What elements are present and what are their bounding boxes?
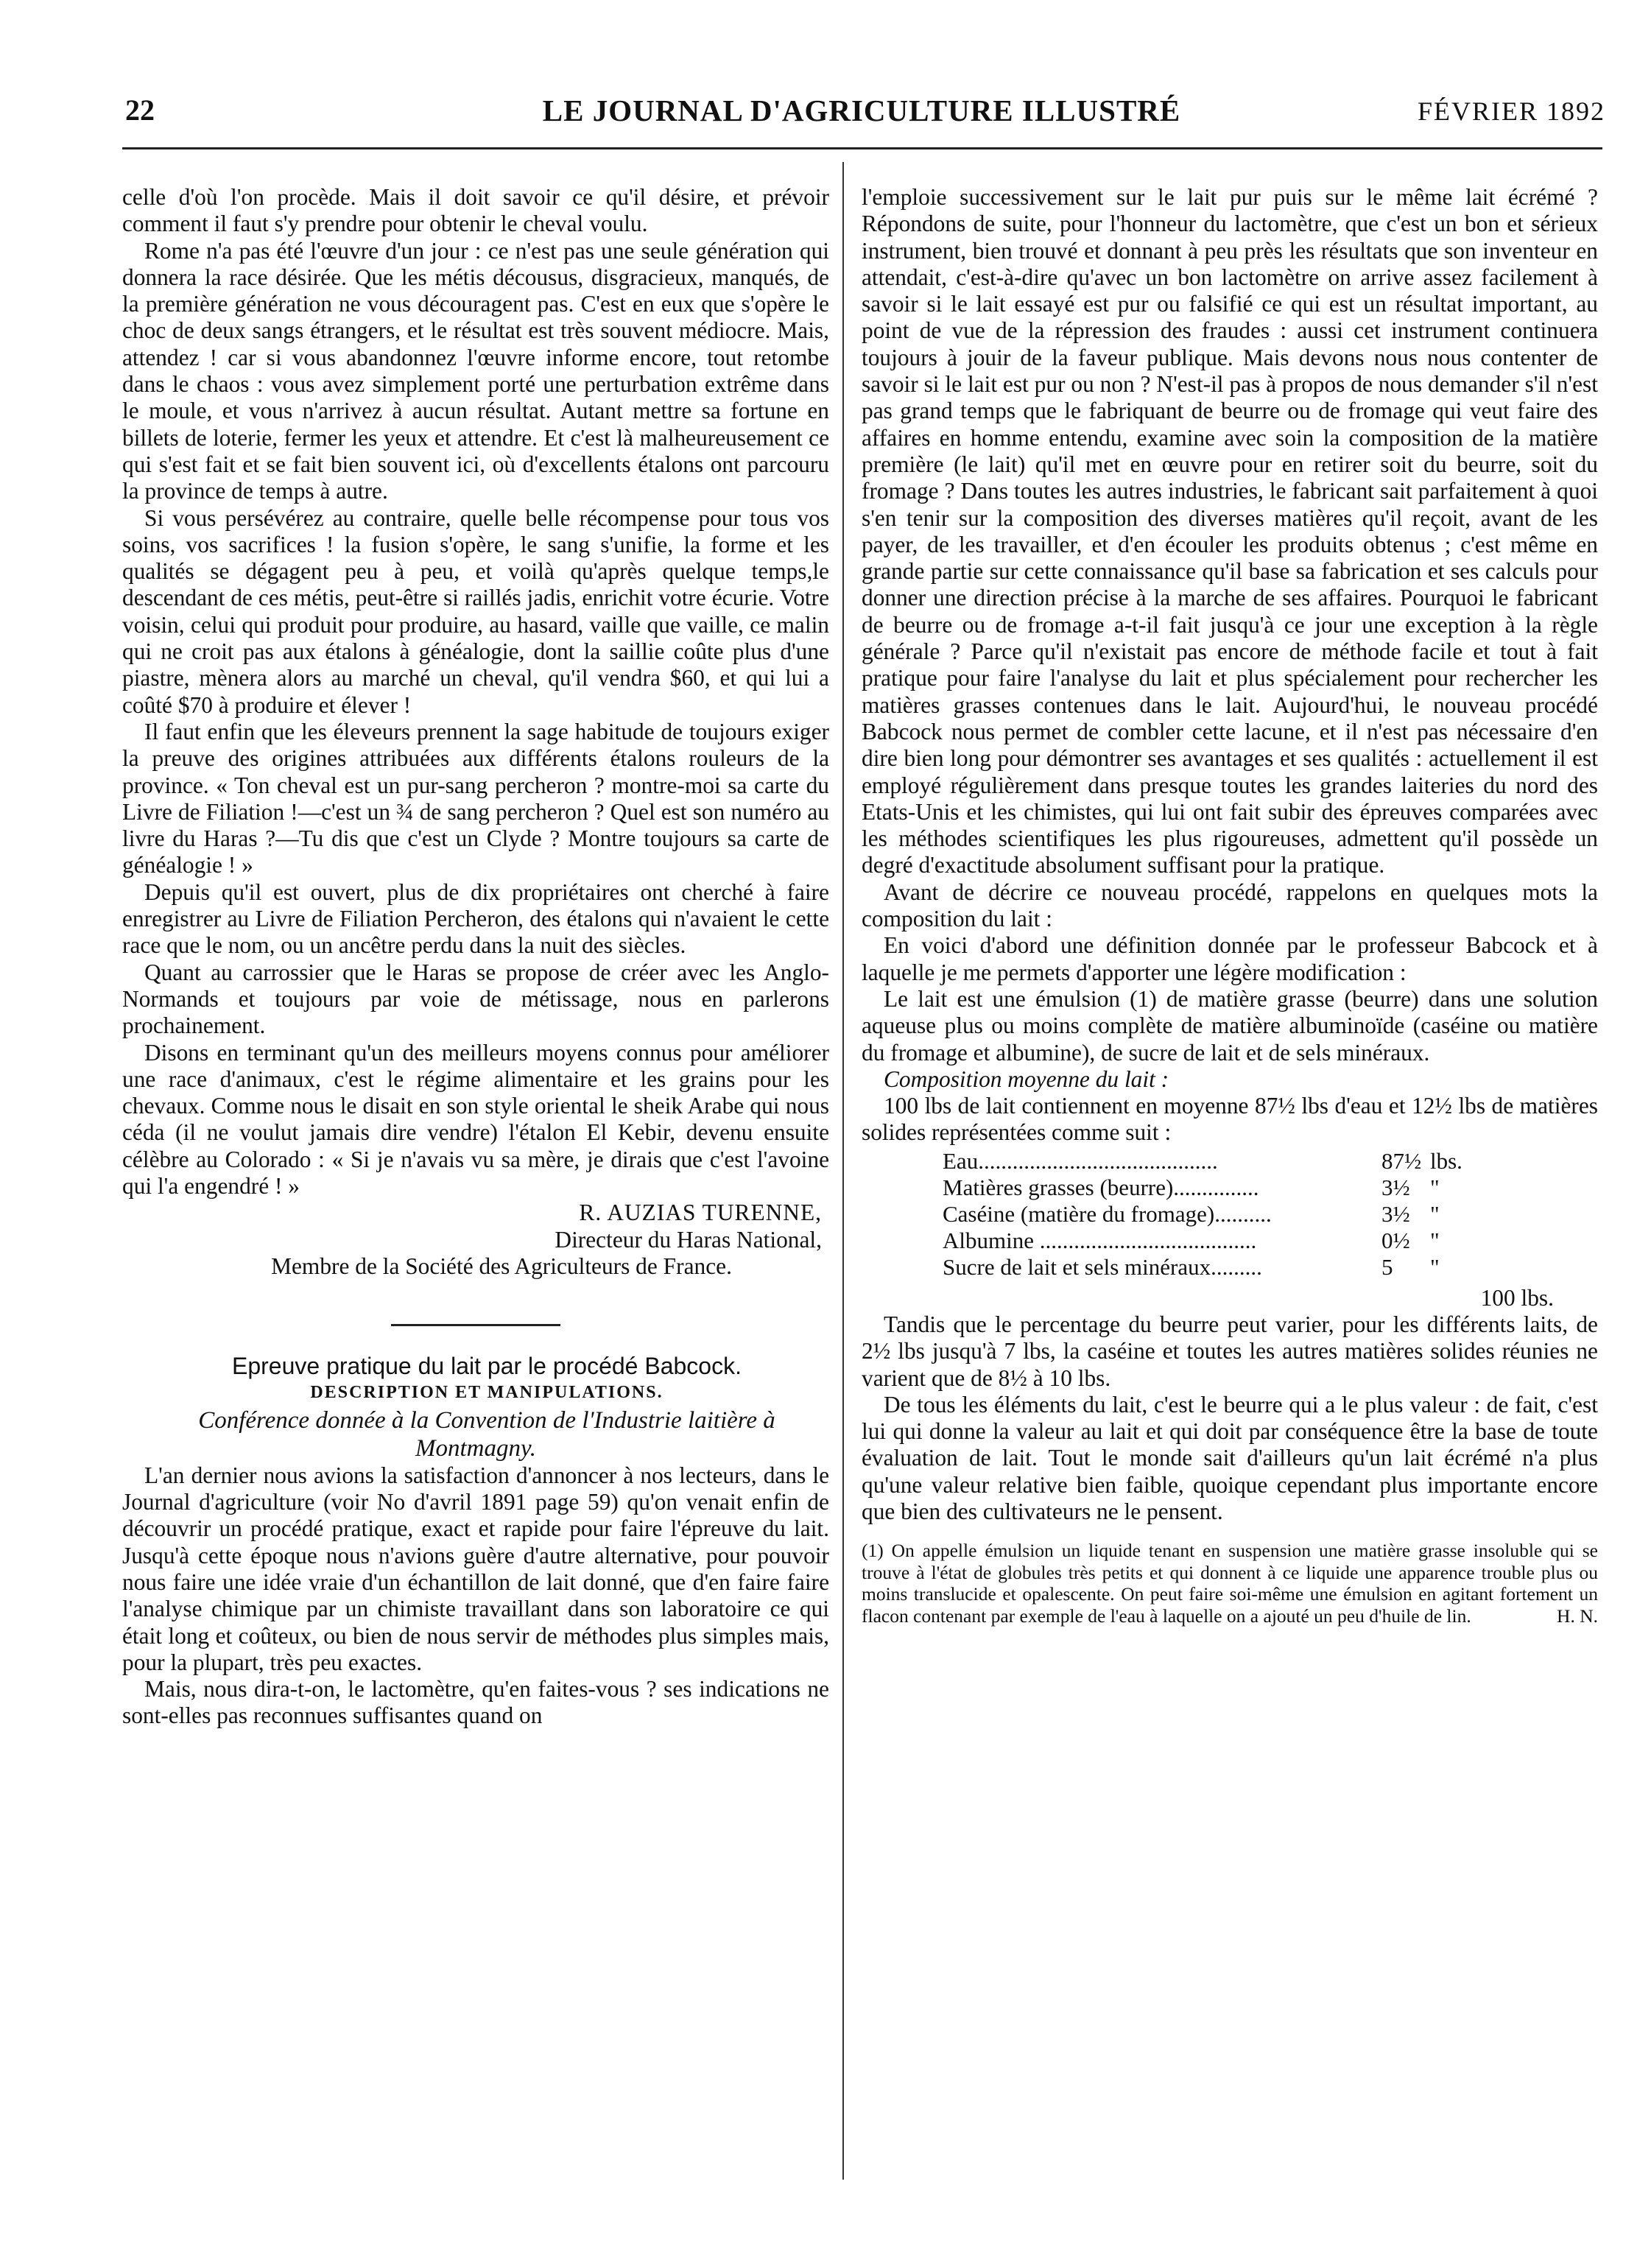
- author-signature: [122, 1200, 829, 1226]
- paragraph: Disons en terminant qu'un des meilleurs moyens connus pour améliorer une race d'animaux, c'est le régime alimentaire et les grains pour les chevaux. Comme nous le disait en son style oriental le sheik Arabe qui nous céda (il ne voulut jamais dire vendre) l'étalon El Kebir, devenu ensuite célèbre au Colorado : « Si je n'avais vu sa mère, je dirais que c'est l'avoine qui l'a engendré ! »: [122, 1039, 829, 1199]
- table-cell-value: 3½: [1381, 1174, 1410, 1200]
- right-column: [862, 184, 1598, 1627]
- table-cell-unit: ": [1430, 1253, 1440, 1280]
- author-name: R. AUZIAS TURENNE,: [579, 1200, 822, 1226]
- author-affiliation: Membre de la Société des Agriculteurs de France.: [271, 1253, 732, 1279]
- table-cell-label: Albumine ......................................: [943, 1227, 1257, 1253]
- paragraph: Avant de décrire ce nouveau procédé, rappelons en quelques mots la composition du lait :: [862, 878, 1598, 932]
- paragraph: Tandis que le percentage du beurre peut varier, pour les différents laits, de 2½ lbs jusqu'à 7 lbs, la caséine et toutes les autres matières solides réunies ne varient que de 8½ à 10 lbs.: [862, 1311, 1598, 1391]
- table-cell-label: Sucre de lait et sels minéraux.........: [943, 1253, 1262, 1280]
- paragraph: De tous les éléments du lait, c'est le beurre qui a le plus valeur : de fait, c'est lui qui donne la valeur au lait et qui doit par conséquence être la base de toute évaluation de lait. Tout le monde sait d'ailleurs qu'un lait écrémé n'a plus qu'une valeur relative bien faible, quoique cependant plus importante encore que bien des cultivateurs ne le pensent.: [862, 1391, 1598, 1525]
- table-row: [943, 1254, 1462, 1281]
- table-row: [943, 1228, 1462, 1254]
- table-row: [943, 1201, 1462, 1228]
- table-cell-value: 3½: [1381, 1200, 1410, 1227]
- author-title: Directeur du Haras National,: [555, 1226, 822, 1253]
- issue-date: FÉVRIER 1892: [1417, 96, 1605, 126]
- table-cell-unit: ": [1430, 1174, 1440, 1200]
- column-divider: [842, 162, 844, 2180]
- table-cell-value: 0½: [1381, 1227, 1410, 1253]
- article-title: Epreuve pratique du lait par le procédé Babcock.: [232, 1353, 742, 1380]
- paragraph: Si vous persévérez au contraire, quelle belle récompense pour tous vos soins, vos sacrifices ! la fusion s'opère, le sang s'unifie, la forme et les qualités se dégagent peu à peu, et voilà qu'après quelque temps,le descendant de ces métis, peut-être si raillés jadis, enrichit votre écurie. Votre voisin, celui qui produit pour produire, au hasard, vaille que vaille, ce malin qui ne croit pas aux étalons à généalogie, dont la saillie coûte plus d'une piastre, mènera alors au marché un cheval, qu'il vendra $60, et qui lui a coûté $70 à produire et élever !: [122, 504, 829, 718]
- table-cell-unit: ": [1430, 1227, 1440, 1253]
- paragraph: Quant au carrossier que le Haras se propose de créer avec les Anglo-Normands et toujours par voie de métissage, nous en parlerons prochainement.: [122, 959, 829, 1039]
- footnote-initials: H. N.: [1557, 1605, 1598, 1627]
- table-row: [943, 1148, 1462, 1174]
- article-subtitle: DESCRIPTION ET MANIPULATIONS.: [310, 1383, 663, 1403]
- table-cell-value: 87½: [1381, 1147, 1422, 1174]
- paragraph: Le lait est une émulsion (1) de matière grasse (beurre) dans une solution aqueuse plus ou moins complète de matière albuminoïde (caséine ou matière du fromage et albumine), de sucre de lait et de sels minéraux.: [862, 985, 1598, 1066]
- table-cell-label: Eau..........................................: [943, 1147, 1218, 1174]
- paragraph: Mais, nous dira-t-on, le lactomètre, qu'en faites-vous ? ses indications ne sont-elles pas reconnues suffisantes quand on: [122, 1676, 829, 1729]
- left-column: [122, 184, 829, 1730]
- paragraph: celle d'où l'on procède. Mais il doit savoir ce qu'il désire, et prévoir comment il faut s'y prendre pour obtenir le cheval voulu.: [122, 184, 829, 237]
- header-rule: [122, 147, 1602, 149]
- composition-table: [943, 1148, 1462, 1281]
- table-cell-unit: ": [1430, 1200, 1440, 1227]
- composition-heading: Composition moyenne du lait :: [884, 1066, 1169, 1092]
- paragraph: Rome n'a pas été l'œuvre d'un jour : ce n'est pas une seule génération qui donnera la race désirée. Que les métis décousus, disgracieux, manqués, de la première génération ne vous découragent pas. C'est en eux que s'opère le choc de deux sangs étrangers, et le résultat est très souvent médiocre. Mais, attendez ! car si vous abandonnez l'œuvre informe encore, tout retombe dans le chaos : vous avez simplement porté une perturbation extrême dans le moule, et vous n'arrivez à aucun résultat. Autant mettre sa fortune en billets de loterie, fermer les yeux et attendre. Et c'est là malheureusement ce qui s'est fait et se fait bien souvent ici, où d'excellents étalons ont parcouru la province de temps à autre.: [122, 237, 829, 504]
- table-cell-label: Caséine (matière du fromage)..........: [943, 1200, 1272, 1227]
- paragraph: l'emploie successivement sur le lait pur puis sur le même lait écrémé ? Répondons de suite, pour l'honneur du lactomètre, que c'est un bon et sérieux instrument, bien trouvé et donnant à peu près les résultats que son inventeur en attendait, c'est-à-dire qu'avec un bon lactomètre on arrive assez facilement à savoir si le lait essayé est pur ou falsifié ce qui est un résultat important, au point de vue de la répression des fraudes : aussi cet instrument continuera toujours à jouir de la faveur publique. Mais devons nous nous contenter de savoir si le lait est pur ou non ? N'est-il pas à propos de nous demander s'il n'est pas grand temps que le fabriquant de beurre ou de fromage qui veut faire des affaires en homme entendu, examine avec soin la composition de la matière première (le lait) qu'il met en œuvre pour en retirer soit du beurre, soit du fromage ? Dans toutes les autres industries, le fabricant sait parfaitement à quoi s'en tenir sur la composition des diverses matières qu'il reçoit, avant de les payer, de les travailler, et d'en écouler les produits obtenus ; c'est même en grande partie sur cette connaissance qu'il base sa fabrication et ses calculs pour donner une direction précise à la marche de ses affaires. Pourquoi le fabricant de beurre ou de fromage a-t-il fait jusqu'à ce jour une exception à la règle générale ? Parce qu'il n'existait pas encore de méthode facile et tout à fait pratique pour faire l'analyse du lait et plus spécialement pour rechercher les matières grasses contenues dans le lait. Aujourd'hui, le nouveau procédé Babcock nous permet de combler cette lacune, et il n'est pas nécessaire d'en dire bien long pour démontrer ses avantages et ses qualités : actuellement il est employé régulièrement dans presque toutes les grandes laiteries du nord des Etats-Unis et les chimistes, qui lui ont fait subir des épreuves comparées avec les méthodes scientifiques les plus rigoureuses, admettent qu'il possède un degré d'exactitude absolument suffisant pour la pratique.: [862, 184, 1598, 878]
- table-cell-unit: lbs.: [1430, 1147, 1462, 1174]
- composition-total: 100 lbs.: [1480, 1284, 1554, 1311]
- journal-title: LE JOURNAL D'AGRICULTURE ILLUSTRÉ: [542, 94, 1181, 127]
- footnote: [862, 1540, 1598, 1627]
- page-header: [118, 93, 1605, 137]
- composition-intro: 100 lbs de lait contiennent en moyenne 87½ lbs d'eau et 12½ lbs de matières solides représentées comme suit :: [862, 1093, 1598, 1146]
- paragraph: L'an dernier nous avions la satisfaction d'annoncer à nos lecteurs, dans le Journal d'agriculture (voir No d'avril 1891 page 59) qu'on venait enfin de découvrir un procédé pratique, exact et rapide pour faire l'épreuve du lait. Jusqu'à cette époque nous n'avions guère d'autre alternative, pour pouvoir nous faire une idée vraie d'un échantillon de lait donné, que d'en faire faire l'analyse chimique par un chimiste travaillant dans son laboratoire ce qui était long et coûteux, ou bien de nous servir de méthodes plus simples mais, pour la plupart, très peu exactes.: [122, 1462, 829, 1675]
- paragraph: Il faut enfin que les éleveurs prennent la sage habitude de toujours exiger la preuve des origines attribuées aux différents étalons rouleurs de la province. « Ton cheval est un pur-sang percheron ? montre-moi sa carte du Livre de Filiation !—c'est un ¾ de sang percheron ? Quel est son numéro au livre du Haras ?—Tu dis que c'est un Clyde ? Montre toujours sa carte de généalogie ! »: [122, 718, 829, 878]
- page-number: 22: [125, 94, 155, 127]
- paragraph: Depuis qu'il est ouvert, plus de dix propriétaires ont cherché à faire enregistrer au Livre de Filiation Percheron, des étalons qui n'avaient le cette race que le nom, ou un ancêtre perdu dans la nuit des siècles.: [122, 878, 829, 959]
- table-cell-label: Matières grasses (beurre)...............: [943, 1174, 1259, 1200]
- article-separator: [391, 1324, 560, 1326]
- table-row: [943, 1174, 1462, 1201]
- footnote-text: (1) On appelle émulsion un liquide tenant en suspension une matière grasse insoluble qui se trouve à l'état de globules très petits et qui donnent à ce liquide une apparence trouble plus ou moins translucide et opalescente. On peut faire soi-même une émulsion en agitant fortement un flacon contenant par exemple de l'eau à laquelle on a ajouté un peu d'huile de lin.: [862, 1540, 1598, 1627]
- article-conference: Conférence donnée à la Convention de l'Industrie laitière à Montmagny.: [198, 1406, 775, 1462]
- table-cell-value: 5: [1381, 1253, 1393, 1280]
- paragraph: En voici d'abord une définition donnée par le professeur Babcock et à laquelle je me permets d'apporter une légère modification :: [862, 932, 1598, 985]
